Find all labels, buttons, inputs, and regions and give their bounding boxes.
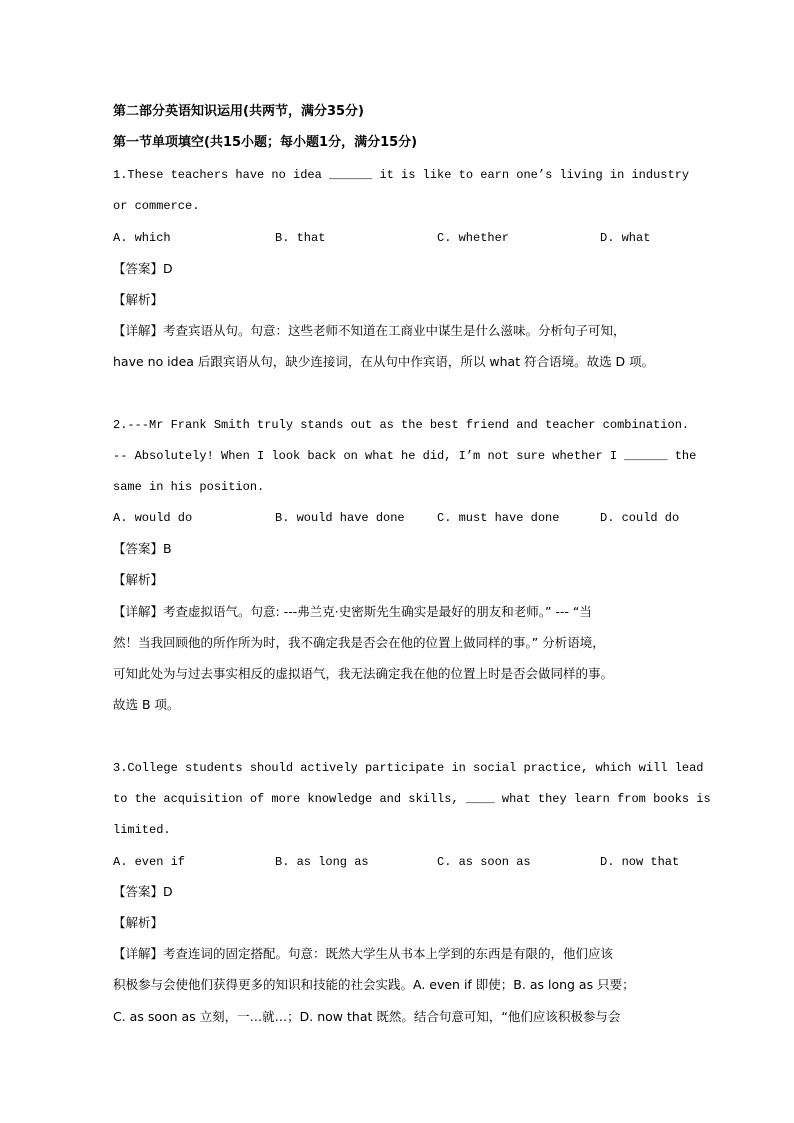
q2-detail-line-1: 【详解】考查虚拟语气。句意: ---弗兰克·史密斯先生确实是最好的朋友和老师。” --- “当 (113, 604, 592, 619)
q1-stem-line-2: or commerce. (113, 199, 200, 213)
q3-answer: 【答案】D (113, 884, 173, 899)
q1-detail-line-2: have no idea 后跟宾语从句，缺少连接词，在从句中作宾语，所以 what 符合语境。故选 D 项。 (113, 354, 655, 369)
q3-analysis-label: 【解析】 (113, 915, 164, 930)
q1-option-a: A. which (113, 231, 171, 245)
q1-analysis-label: 【解析】 (113, 292, 164, 307)
q1-option-d: D. what (600, 231, 651, 245)
q3-detail-line-3: C. as soon as 立刻，一…就…；D. now that 既然。结合句意可知，“他们应该积极参与会 (113, 1009, 621, 1024)
q2-analysis-label: 【解析】 (113, 572, 164, 587)
q2-stem-line-1: 2.---Mr Frank Smith truly stands out as the best friend and teacher combination. (113, 418, 690, 432)
q2-option-b: B. would have done (275, 511, 405, 525)
q2-stem-line-3: same in his position. (113, 480, 265, 494)
q2-stem-line-2: -- Absolutely! When I look back on what he did, I’m not sure whether I ______ the (113, 449, 697, 463)
q2-option-a: A. would do (113, 511, 193, 525)
q1-answer: 【答案】D (113, 261, 173, 276)
q3-option-a: A. even if (113, 855, 186, 869)
q3-detail-line-1: 【详解】考查连词的固定搭配。句意：既然大学生从书本上学到的东西是有限的，他们应该 (113, 946, 614, 961)
q1-option-c: C. whether (437, 231, 510, 245)
q1-detail-line-1: 【详解】考查宾语从句。句意：这些老师不知道在工商业中谋生是什么滋味。分析句子可知， (113, 323, 626, 338)
q1-option-b: B. that (275, 231, 326, 245)
q3-option-c: C. as soon as (437, 855, 531, 869)
q3-option-d: D. now that (600, 855, 680, 869)
q3-stem-line-2: to the acquisition of more knowledge and skills, ____ what they learn from books is (113, 792, 711, 806)
section-title: 第一节单项填空(共15小题；每小题1分，满分15分) (113, 135, 418, 150)
part-title: 第二部分英语知识运用(共两节，满分35分) (113, 104, 364, 119)
q2-detail-line-2: 然！当我回顾他的所作所为时，我不确定我是否会在他的位置上做同样的事。” 分析语境， (113, 635, 605, 650)
q3-option-b: B. as long as (275, 855, 369, 869)
q3-stem-line-3: limited. (113, 823, 171, 837)
q2-detail-line-4: 故选 B 项。 (113, 697, 180, 712)
q3-stem-line-1: 3.College students should actively participate in social practice, which will lead (113, 761, 704, 775)
q2-detail-line-3: 可知此处为与过去事实相反的虚拟语气，我无法确定我在他的位置上时是否会做同样的事。 (113, 666, 614, 681)
q2-answer: 【答案】B (113, 541, 172, 556)
q2-option-d: D. could do (600, 511, 680, 525)
q1-stem-line-1: 1.These teachers have no idea ______ it is like to earn one’s living in industry (113, 168, 690, 182)
q2-option-c: C. must have done (437, 511, 560, 525)
q3-detail-line-2: 积极参与会使他们获得更多的知识和技能的社会实践。A. even if 即使；B. as long as 只要； (113, 977, 635, 992)
